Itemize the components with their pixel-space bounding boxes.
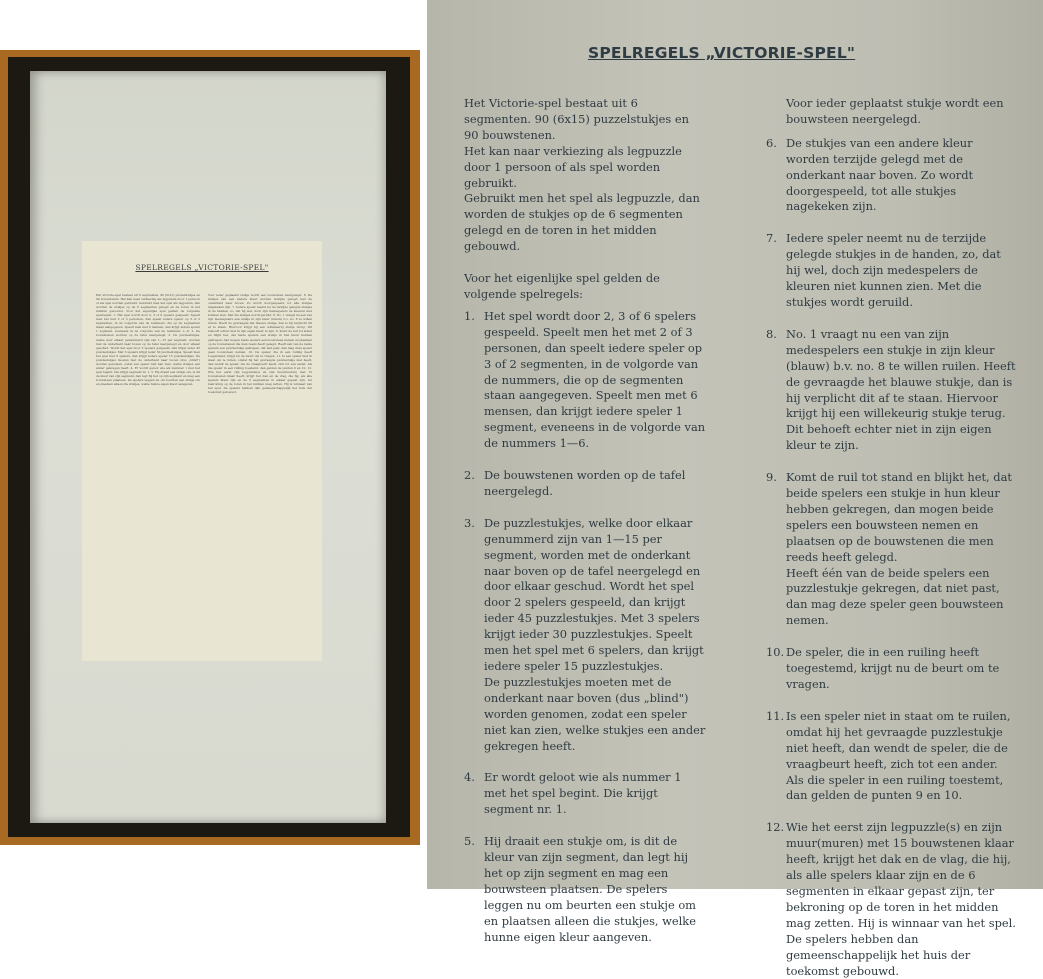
rule-text: De stukjes van een andere kleur worden terzijde gelegd met de onderkant naar boven. Zo wordt doorgespeeld, tot alle stukjes nagekeken zijn. [786,135,974,214]
rule-item [766,470,1016,629]
rule-number: 2. [464,468,475,483]
rules-lead: Voor het eigenlijke spel gelden de volgende spelregels: [464,271,660,301]
rule-number: 7. [766,231,777,246]
rule-number: 6. [766,135,777,150]
rule-text: Wie het eerst zijn legpuzzle(s) en zijn muur(muren) met 15 bouwstenen klaar heeft, krijgt het dak en de vlag, die hij, als alle spelers klaar zijn en de 6 segmenten in elkaar gepast zijn, ter bekroning op de toren in het midden mag zetten. Hij is winnaar van het spel. De spelers hebben dan gemeenschappelijk het huis der toekomst gebouwd. [786,820,1016,978]
rule-number: 10. [766,645,785,660]
rule-item [766,709,1016,804]
rule-item [766,231,1016,311]
intro-paragraph: Het kan naar verkiezing als legpuzzle door 1 persoon of als spel worden gebruikt. [464,143,682,190]
rule-item [464,770,707,818]
rule-number: 9. [766,470,777,485]
rule-text: Voor ieder geplaatst stukje wordt een bouwsteen neergelegd. [786,96,1004,126]
rule-text: Heeft één van de beide spelers een puzzlestukje gekregen, dat niet past, dan mag deze speler geen bouwsteen nemen. [786,565,1004,628]
rules-right-column [766,96,1016,979]
rule-item [766,645,1016,693]
rule-item [766,327,1016,454]
rule-item [766,136,1016,216]
box-lid-inner [30,71,386,823]
rules-sheet-thumbnail-title: SPELREGELS „VICTORIE-SPEL" [135,263,269,272]
rules-sheet-thumbnail-left-column: Het Victorie-spel bestaat uit 6 segmenten, 90 (6x15) puzzelstukjes en 90 bouwstenen. Het kan naar verkiezing als legpuzzle door 1 persoon of als spel worden gebruikt. Gebruikt men het spel als legpuzzle, dan worden de stukjes op de 6 segmenten gelegd en de toren in het midden gebouwd. Voor het eigenlijke spel gelden de volgende spelregels: 1. Het spel wordt door 2, 3 of 6 spelers gespeeld. Speelt men het met 2 of 3 personen, dan speelt iedere speler op 3 of 2 segmenten, in de volgorde van de nummers, die op de segmenten staan aangegeven. Speelt men met 6 mensen, dan krijgt iedere speler 1 segment, eveneens in de volgorde van de nummers 1—6. 2. De bouwstenen worden op de tafel neergelegd. 3. De puzzlestukjes, welke door elkaar genummerd zijn van 1—15 per segment, worden met de onderkant naar boven op de tafel neergelegd en door elkaar geschud. Wordt het spel door 2 spelers gespeeld, dan krijgt ieder 45 puzzlestukjes. Met 3 spelers krijgt ieder 30 puzzlestukjes. Speelt men het spel met 6 spelers, dan krijgt iedere speler 15 puzzlestukjes. De puzzlestukjes moeten met de onderkant naar boven (dus „blind") worden genomen, zodat een speler niet kan zien, welke stukjes een ander gekregen heeft. 4. Er wordt geloot wie als nummer 1 met het spel begint. Die krijgt segment nr. 1. 5. Hij draait een stukje om, is dit de kleur van zijn segment, dan legt hij het op zijn segment en mag een bouwsteen plaatsen. De spelers leggen nu om beurten een stukje om en plaatsen alleen die stukjes, welke hunne eigen kleur aangeven. [96,293,200,387]
rule-item [464,468,707,500]
rule-item [766,820,1016,979]
rule-text: De speler, die in een ruiling heeft toegestemd, krijgt nu de beurt om te vragen. [786,645,1000,691]
rule-number: 4. [464,770,475,785]
rule-number: 1. [464,308,475,323]
rule-number: 3. [464,515,475,530]
rule-text: De bouwstenen worden op de tafel neergelegd. [484,468,686,498]
intro-paragraph: Gebruikt men het spel als legpuzzle, dan worden de stukjes op de 6 segmenten gelegd en de toren in het midden gebouwd. [464,191,700,254]
rule-item [464,834,707,945]
rule-number: 5. [464,834,475,849]
rule-text: De puzzlestukjes, welke door elkaar genummerd zijn van 1—15 per segment, worden met de onderkant naar boven op de tafel neergelegd en door elkaar geschud. Wordt het spel door 2 spelers gespeeld, dan krijgt ieder 45 puzzlestukjes. Met 3 spelers krijgt ieder 30 puzzlestukjes. Speelt men het spel met 6 spelers, dan krijgt iedere speler 15 puzzlestukjes. [484,515,704,673]
rule-text: Komt de ruil tot stand en blijkt het, dat beide spelers een stukje in hun kleur hebben gekregen, dan mogen beide spelers een bouwsteen nemen en plaatsen op de bouwstenen die men reeds heeft gelegd. [786,470,1012,564]
intro-paragraph: Het Victorie-spel bestaat uit 6 segmenten. 90 (6x15) puzzelstukjes en 90 bouwstenen. [464,96,689,142]
rule-text: Is een speler niet in staat om te ruilen, omdat hij het gevraagde puzzlestukje niet heeft, dan wendt de speler, die de vraagbeurt heeft, zich tot een ander. Als die speler in een ruiling toestemt, dan gelden de punten 9 en 10. [786,708,1011,803]
rule-item [464,516,707,755]
rule-text: Er wordt geloot wie als nummer 1 met het spel begint. Die krijgt segment nr. 1. [484,770,682,817]
rule-number: 12. [766,820,785,835]
rule-text: Iedere speler neemt nu de terzijde gelegde stukjes in de handen, zo, dat hij wel, doch zijn medespelers de kleuren niet kunnen zien. Met die stukjes wordt geruild. [786,231,1001,309]
rule-text: De puzzlestukjes moeten met de onderkant naar boven (dus „blind") worden genomen, zodat een speler niet kan zien, welke stukjes een ander gekregen heeft. [484,674,706,753]
box-photo [0,50,420,845]
rule-text: No. 1 vraagt nu een van zijn medespelers een stukje in zijn kleur (blauw) b.v. no. 8 te willen ruilen. Heeft de gevraagde het blauwe stukje, dan is hij verplicht dit af te staan. Hiervoor krijgt hij een willekeurig stukje terug. Dit behoeft echter niet in zijn eigen kleur te zijn. [786,326,1016,453]
rule-text: Hij draait een stukje om, is dit de kleur van zijn segment, dan legt hij het op zijn segment en mag een bouwsteen plaatsen. De spelers leggen nu om beurten een stukje om en plaatsen alleen die stukjes, welke hunne eigen kleur aangeven. [484,834,696,944]
rule-continuation [766,96,1016,128]
rules-sheet-thumbnail [82,241,322,661]
rules-title: SPELREGELS „VICTORIE-SPEL" [588,44,856,62]
rule-number: 8. [766,326,777,341]
rule-number: 11. [766,708,785,723]
rules-sheet-thumbnail-right-column: Voor ieder geplaatst stukje wordt een bouwsteen neergelegd. 6. De stukjes van een andere kleur worden terzijde gelegd met de onderkant naar boven. Zo wordt doorgespeeld, tot alle stukjes nagekeken zijn. 7. Iedere speler neemt nu de terzijde gelegde stukjes in de handen, zo, dat hij wel, doch zijn medespelers de kleuren niet kunnen zien. Met die stukjes wordt geruild. 8. No. 1 vraagt nu een van zijn medespelers een stukje in zijn kleur (blauw) b.v. no. 8 te willen ruilen. Heeft de gevraagde het blauwe stukje, dan is hij verplicht dit af te staan. Hiervoor krijgt hij een willekeurig stukje terug. Dit behoeft echter niet in zijn eigen kleur te zijn. 9. Komt de ruil tot stand en blijkt het, dat beide spelers een stukje in hun kleur hebben gekregen, dan mogen beide spelers een bouwsteen nemen en plaatsen op de bouwstenen die men reeds heeft gelegd. Heeft één van de beide spelers een puzzlestukje gekregen, dat niet past, dan mag deze speler geen bouwsteen nemen. 10. De speler, die in een ruiling heeft toegestemd, krijgt nu de beurt om te vragen. 11. Is een speler niet in staat om te ruilen, omdat hij het gevraagde puzzlestukje niet heeft, dan wendt de speler, die de vraagbeurt heeft, zich tot een ander. Als die speler in een ruiling toestemt, dan gelden de punten 9 en 10. 12. Wie het eerst zijn legpuzzle(s) en zijn muur(muren) met 15 bouwstenen klaar heeft, krijgt het dak en de vlag, die hij, als alle spelers klaar zijn en de 6 segmenten in elkaar gepast zijn, ter bekroning op de toren in het midden mag zetten. Hij is winnaar van het spel. De spelers hebben dan gemeenschappelijk het huis der toekomst gebouwd. [208,293,312,395]
rule-text: Het spel wordt door 2, 3 of 6 spelers gespeeld. Speelt men het met 2 of 3 personen, dan speelt iedere speler op 3 of 2 segmenten, in de volgorde van de nummers, die op de segmenten staan aangegeven. Speelt men met 6 mensen, dan krijgt iedere speler 1 segment, eveneens in de volgorde van de nummers 1—6. [484,308,706,451]
rules-left-column [464,96,707,946]
box-lid-frame [8,57,410,837]
rule-item [464,309,707,452]
